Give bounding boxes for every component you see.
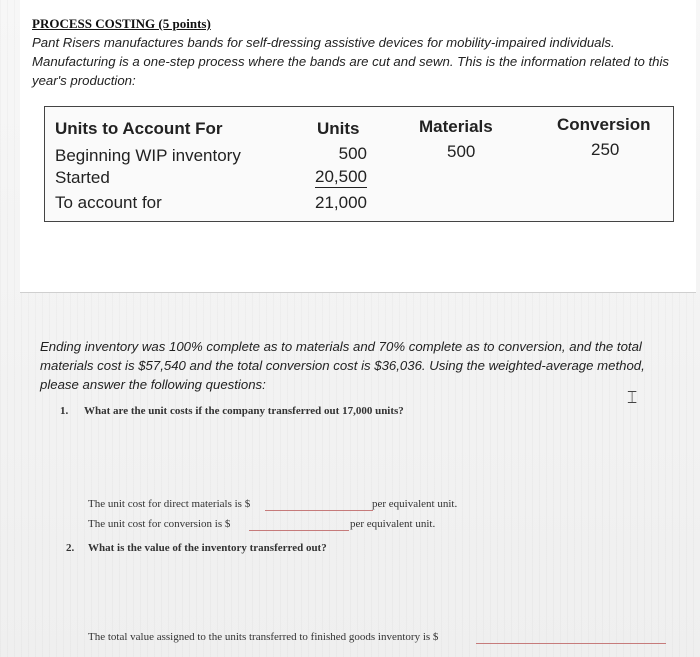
- header-units-to-account-for: Units to Account For: [55, 119, 223, 138]
- question-1-text: What are the unit costs if the company transferred out 17,000 units?: [84, 405, 404, 417]
- answer-1-label: The unit cost for direct materials is $: [88, 498, 251, 510]
- text-cursor-icon: ⌶: [627, 388, 638, 408]
- problem-paragraph: Ending inventory was 100% complete as to materials and 70% complete as to conversion, and the total materials cost is $57,540 and the total conversion cost is $36,036. Using the weighted-average method, please answer the following questions:: [40, 339, 645, 392]
- row-label-beginning-wip: Beginning WIP inventory: [55, 146, 241, 165]
- intro-text: Pant Risers manufactures bands for self-dressing assistive devices for mobility-impaired individuals. Manufacturing is a one-step process where the bands are cut and sewn. This is the information related to this year's production:: [32, 35, 670, 88]
- materials-beginning-wip: 500: [447, 142, 476, 161]
- answer-1-suffix: per equivalent unit.: [372, 498, 458, 510]
- answer-3-label: The total value assigned to the units transferred to finished goods inventory is $: [88, 631, 439, 643]
- question-1-number: 1.: [60, 405, 69, 417]
- answer-3-input[interactable]: [476, 643, 666, 644]
- units-beginning-wip: 500: [338, 144, 367, 163]
- conversion-beginning-wip: 250: [591, 140, 620, 159]
- units-to-account-for: 21,000: [315, 193, 367, 212]
- page-title: PROCESS COSTING (5 points): [32, 16, 211, 31]
- answer-2-input[interactable]: [249, 530, 349, 531]
- answer-2-suffix: per equivalent unit.: [350, 518, 436, 530]
- units-started-wrap: [297, 167, 367, 187]
- units-table: [44, 106, 674, 222]
- header-conversion: Conversion: [557, 115, 651, 134]
- answer-1-input[interactable]: [265, 510, 373, 511]
- question-2-text: What is the value of the inventory transferred out?: [88, 542, 327, 554]
- row-label-started: Started: [55, 168, 110, 187]
- units-started: 20,500: [315, 167, 367, 186]
- header-materials: Materials: [419, 117, 493, 136]
- answer-2-label: The unit cost for conversion is $: [88, 518, 231, 530]
- question-2-number: 2.: [66, 542, 75, 554]
- header-units: Units: [317, 119, 360, 138]
- row-label-to-account-for: To account for: [55, 193, 162, 212]
